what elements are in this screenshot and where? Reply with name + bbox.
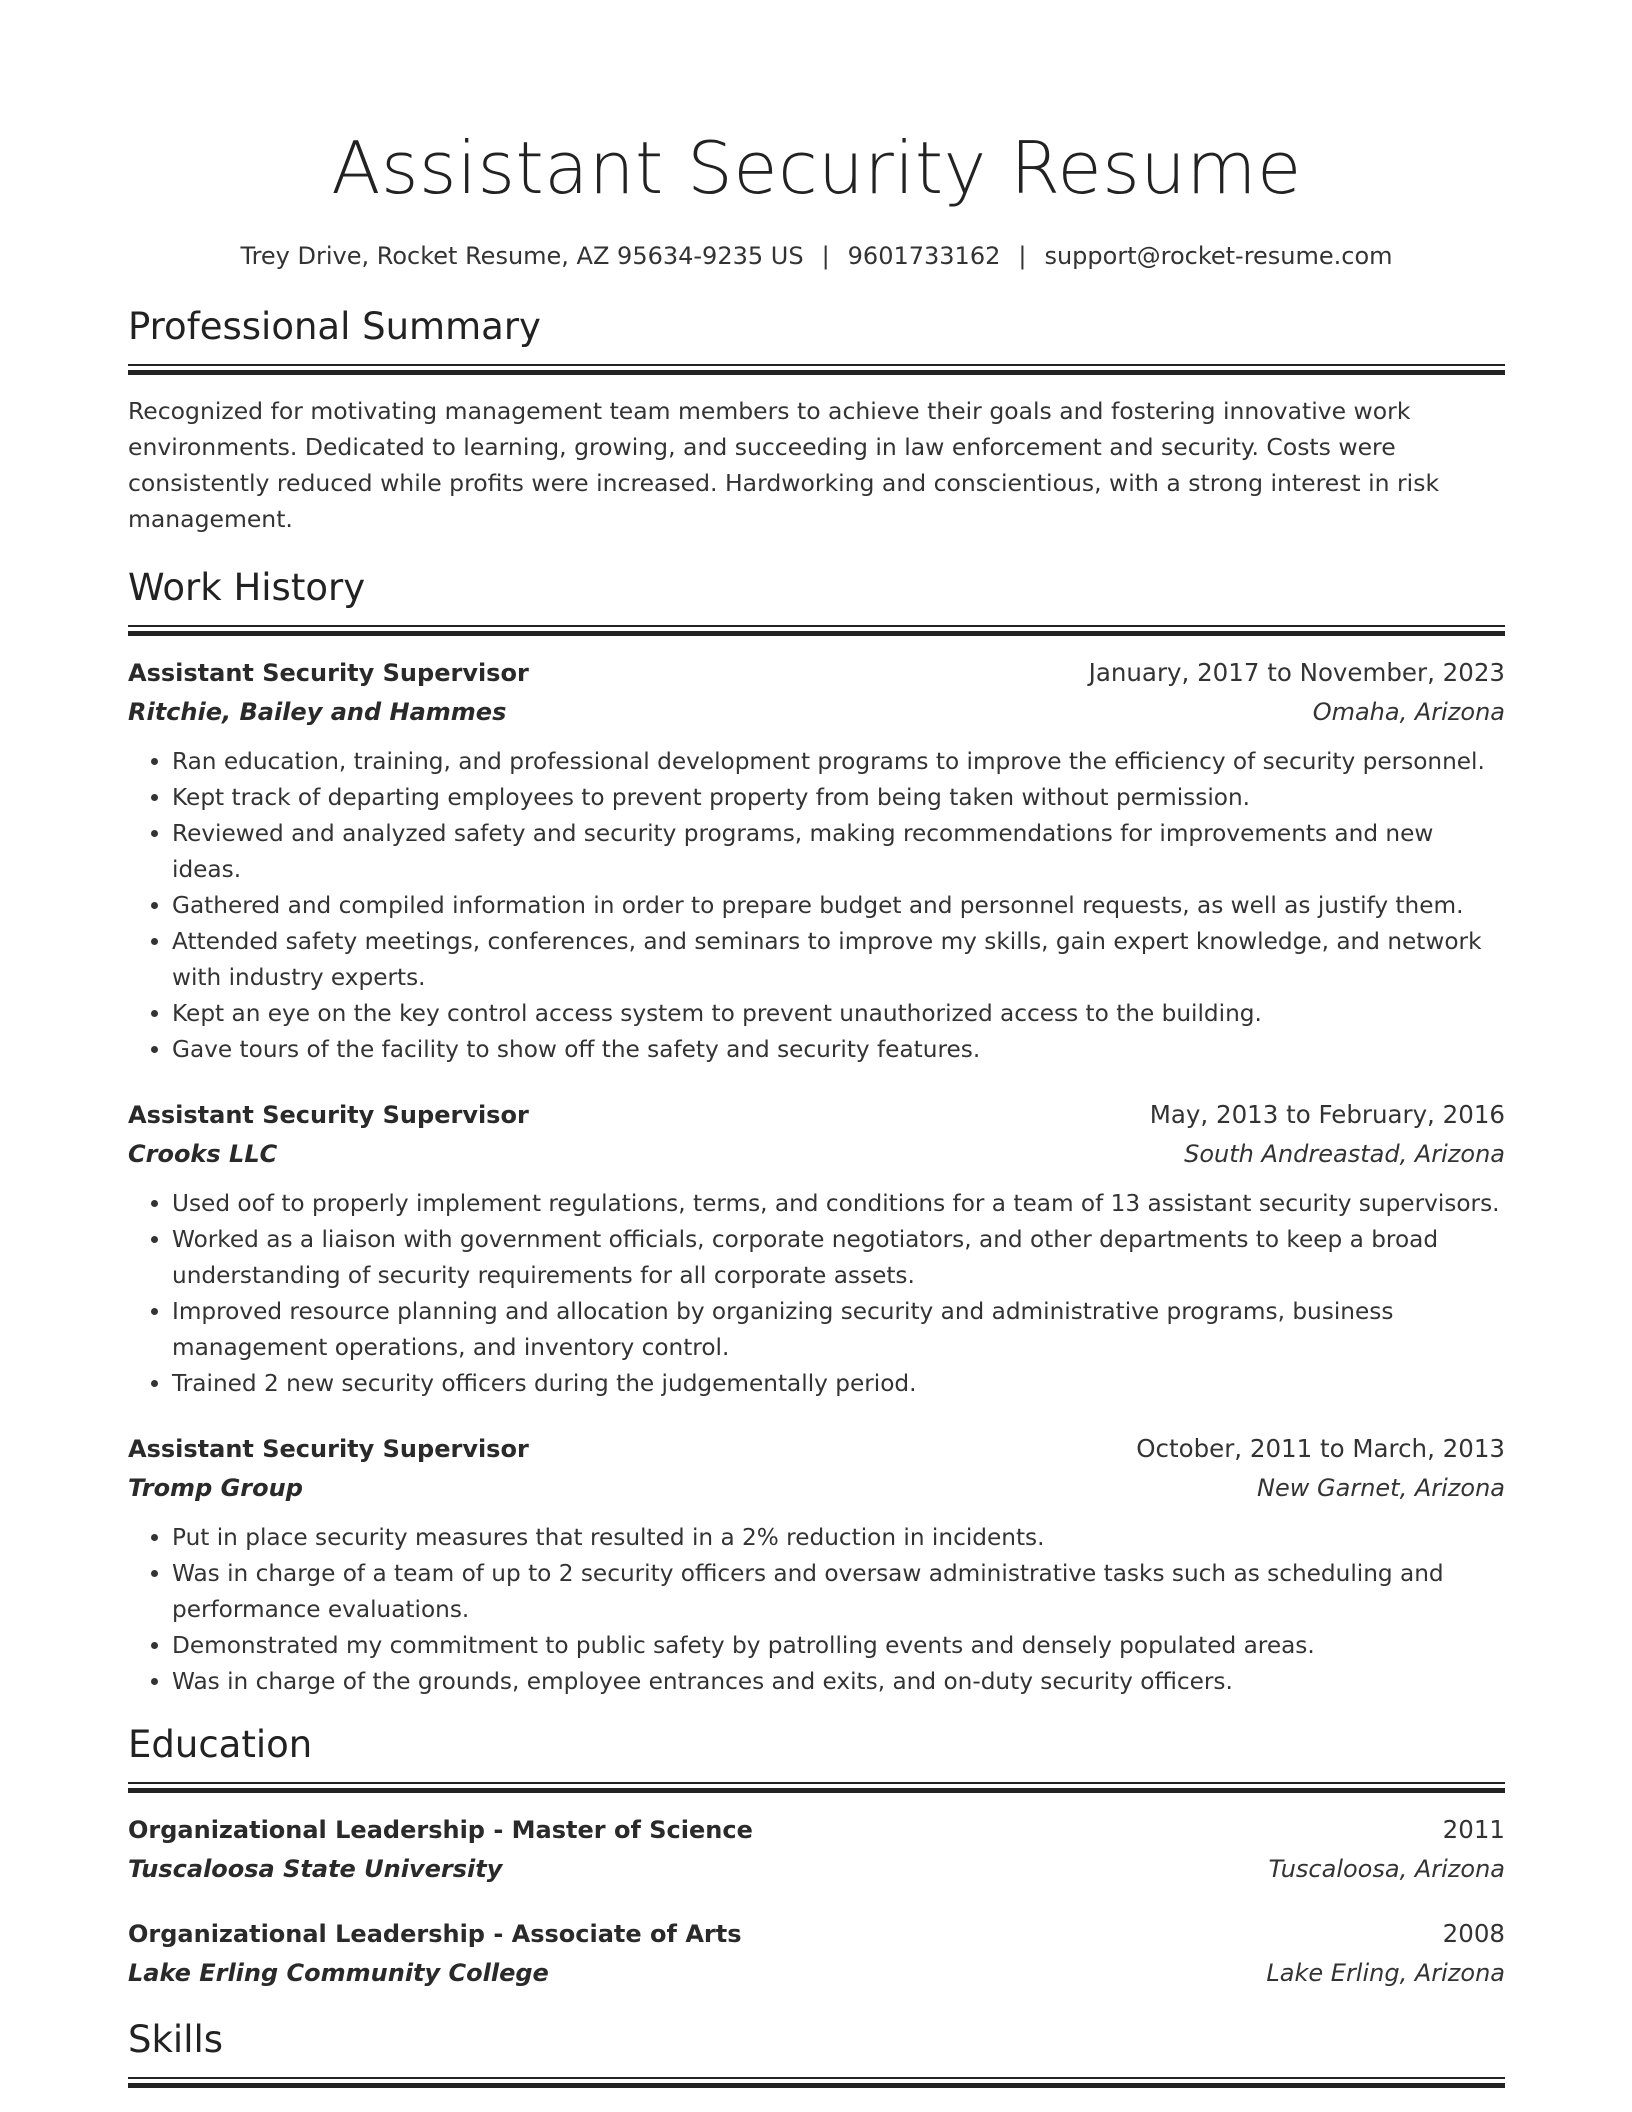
contact-line <box>128 240 1505 272</box>
education-subheader <box>128 1953 1505 1993</box>
education-school: Lake Erling Community College <box>128 1959 549 1987</box>
job-entry <box>128 654 1505 1068</box>
section-divider <box>128 1782 1505 1793</box>
job-bullet: • Improved resource planning and allocation by organizing security and administrative programs, business management operations, and inventory control. <box>172 1294 1505 1366</box>
job-bullet: • Was in charge of the grounds, employee entrances and exits, and on-duty security officers. <box>172 1664 1505 1700</box>
job-entry <box>128 1096 1505 1402</box>
job-location: New Garnet, Arizona <box>1257 1474 1505 1502</box>
job-bullets <box>128 744 1505 1068</box>
job-company: Ritchie, Bailey and Hammes <box>128 698 507 726</box>
education-degree: Organizational Leadership - Master of Science <box>128 1816 753 1844</box>
section-divider <box>128 2077 1505 2088</box>
section-heading-education: Education <box>128 1723 313 1766</box>
job-bullets <box>128 1186 1505 1402</box>
job-company: Crooks LLC <box>128 1140 278 1168</box>
job-bullet: • Attended safety meetings, conferences, and seminars to improve my skills, gain expert knowledge, and network with industry experts. <box>172 924 1505 996</box>
job-bullet: • Ran education, training, and professional development programs to improve the efficiency of security personnel. <box>172 744 1505 780</box>
summary-text: Recognized for motivating management team members to achieve their goals and fostering innovative work environments. Dedicated to learning, growing, and succeeding in law enforcement and security. Costs were consistently reduced while profits were increased. Hardworking and conscientious, with a strong interest in risk management. <box>128 397 1440 533</box>
job-header <box>128 654 1505 692</box>
education-year: 2011 <box>1442 1815 1505 1844</box>
section-heading-summary: Professional Summary <box>128 305 541 348</box>
resume-title: Assistant Security Resume <box>331 126 1302 210</box>
job-bullet: • Was in charge of a team of up to 2 security officers and oversaw administrative tasks such as scheduling and performance evaluations. <box>172 1556 1505 1628</box>
education-entry <box>128 1811 1505 1889</box>
job-role: Assistant Security Supervisor <box>128 1101 529 1129</box>
job-bullet: • Kept track of departing employees to prevent property from being taken without permission. <box>172 780 1505 816</box>
summary-section <box>128 302 1505 537</box>
contact-separator: | <box>1018 242 1027 270</box>
job-entry <box>128 1430 1505 1700</box>
section-heading-skills: Skills <box>128 2018 224 2061</box>
job-bullet: • Gathered and compiled information in order to prepare budget and personnel requests, as well as justify them. <box>172 888 1505 924</box>
education-year: 2008 <box>1442 1919 1505 1948</box>
job-role: Assistant Security Supervisor <box>128 1435 529 1463</box>
job-subheader <box>128 1468 1505 1508</box>
contact-address: Trey Drive, Rocket Resume, AZ 95634-9235 US <box>240 242 804 270</box>
job-location: Omaha, Arizona <box>1312 698 1505 726</box>
contact-phone: 9601733162 <box>847 242 1001 270</box>
contact-email: support@rocket-resume.com <box>1044 242 1393 270</box>
education-entry <box>128 1915 1505 1993</box>
job-bullet: • Worked as a liaison with government officials, corporate negotiators, and other departments to keep a broad understanding of security requirements for all corporate assets. <box>172 1222 1505 1294</box>
job-bullet: • Demonstrated my commitment to public safety by patrolling events and densely populated areas. <box>172 1628 1505 1664</box>
job-subheader <box>128 1134 1505 1174</box>
education-degree: Organizational Leadership - Associate of Arts <box>128 1920 742 1948</box>
job-dates: January, 2017 to November, 2023 <box>1088 658 1505 687</box>
education-header <box>128 1811 1505 1849</box>
job-bullet: • Kept an eye on the key control access system to prevent unauthorized access to the building. <box>172 996 1505 1032</box>
education-section <box>128 1720 1505 1993</box>
education-school: Tuscaloosa State University <box>128 1855 503 1883</box>
job-subheader <box>128 692 1505 732</box>
job-dates: October, 2011 to March, 2013 <box>1136 1434 1505 1463</box>
job-bullet: • Reviewed and analyzed safety and security programs, making recommendations for improvements and new ideas. <box>172 816 1505 888</box>
contact-separator: | <box>821 242 830 270</box>
job-bullet: • Used oof to properly implement regulations, terms, and conditions for a team of 13 assistant security supervisors. <box>172 1186 1505 1222</box>
section-divider <box>128 625 1505 636</box>
education-header <box>128 1915 1505 1953</box>
job-bullet: • Trained 2 new security officers during the judgementally period. <box>172 1366 1505 1402</box>
job-bullets <box>128 1520 1505 1700</box>
job-dates: May, 2013 to February, 2016 <box>1149 1100 1505 1129</box>
job-header <box>128 1430 1505 1468</box>
job-location: South Andreastad, Arizona <box>1184 1140 1505 1168</box>
job-company: Tromp Group <box>128 1474 303 1502</box>
education-subheader <box>128 1849 1505 1889</box>
job-bullet: • Put in place security measures that resulted in a 2% reduction in incidents. <box>172 1520 1505 1556</box>
section-heading-work-history: Work History <box>128 566 366 609</box>
job-bullet: • Gave tours of the facility to show off the safety and security features. <box>172 1032 1505 1068</box>
education-location: Tuscaloosa, Arizona <box>1268 1855 1505 1883</box>
section-divider <box>128 364 1505 375</box>
job-role: Assistant Security Supervisor <box>128 659 529 687</box>
skills-section <box>128 2015 1505 2088</box>
education-location: Lake Erling, Arizona <box>1266 1959 1505 1987</box>
work-history-section <box>128 563 1505 1700</box>
job-header <box>128 1096 1505 1134</box>
